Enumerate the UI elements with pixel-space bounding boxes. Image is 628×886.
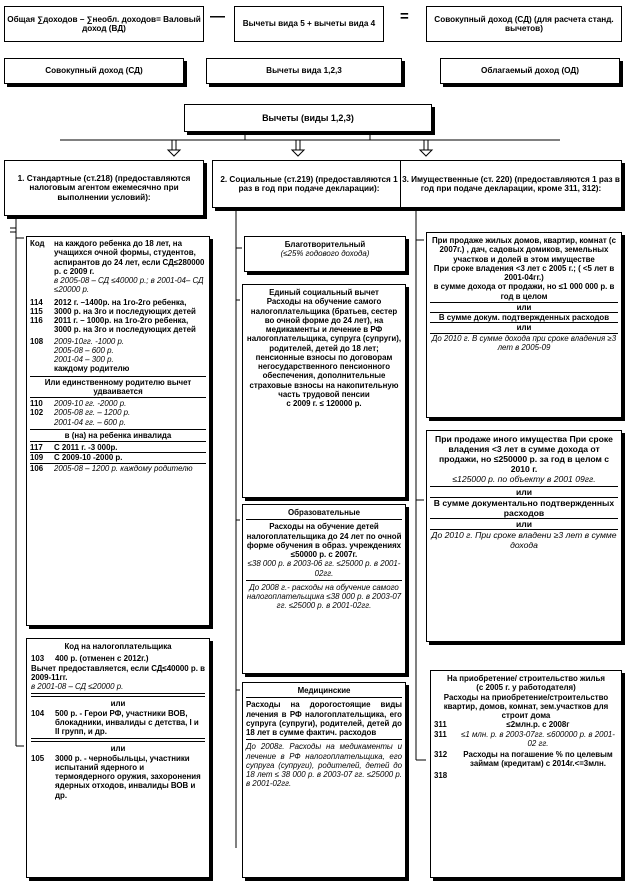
charity-panel bbox=[244, 236, 406, 272]
total-income-box bbox=[4, 6, 204, 42]
deductions-5-4-box bbox=[234, 6, 384, 42]
code-311-text: ≤2млн.р. с 2008г bbox=[506, 720, 570, 730]
code-106-row bbox=[30, 463, 206, 473]
code-312: 312 bbox=[434, 750, 448, 759]
code-114-text: 2012 г. –1400р. на 1го-2го ребенка, 3000 р. на 3го и последующих детей bbox=[54, 297, 196, 316]
medical-panel bbox=[242, 682, 406, 878]
code-311: 311 bbox=[434, 720, 447, 730]
code-105: 105 bbox=[31, 753, 45, 763]
or-label-1: или bbox=[430, 302, 618, 312]
code-318-row bbox=[434, 771, 618, 780]
social-deductions-header bbox=[212, 160, 406, 208]
other-property-before-2010: До 2010 г. При сроке владени ≥3 лет в сумме дохода bbox=[431, 530, 617, 551]
code-header: Код bbox=[30, 239, 45, 248]
housing-purchase-title: На приобретение/ строительство жилья bbox=[447, 674, 605, 683]
code-103: 103 bbox=[31, 654, 45, 664]
code-311b-text: ≤1 млн. р. в 2003-07гг. ≤600000 р. в 2001-02 гг. bbox=[461, 729, 615, 748]
code-102-line1: 2005-08 гг. – 1200 р. bbox=[54, 408, 131, 418]
or-label-1: или bbox=[430, 486, 618, 497]
code-117-text: С 2011 г. -3 000р. bbox=[54, 443, 118, 452]
total-income-text: Общая ∑доходов – ∑необл. доходов= Валовый доход (ВД) bbox=[7, 14, 201, 33]
sd-box bbox=[4, 58, 184, 84]
charity-title: Благотворительный bbox=[284, 240, 366, 249]
code-108-text bbox=[54, 337, 129, 374]
code-103-italic: в 2001-08 – СД ≤20000 р. bbox=[31, 682, 124, 691]
code-108-line4: каждому родителю bbox=[54, 364, 130, 374]
medical-title: Медицинские bbox=[297, 686, 351, 695]
code-311-row bbox=[434, 720, 618, 729]
other-property-expenses: В сумме документально подтвержденных расходов bbox=[430, 497, 618, 518]
separator bbox=[31, 693, 205, 697]
standard-deductions-header bbox=[4, 160, 204, 216]
minus-sign: — bbox=[210, 8, 225, 25]
code-115: 115 bbox=[30, 306, 43, 316]
housing-sale-title: При продаже жилых домов, квартир, комнат (с 2007г.) , дач, садовых домиков, земельных участков и долей в этом имуществе bbox=[432, 236, 616, 264]
code-114-116-text bbox=[54, 298, 206, 335]
deductions-5-4-text: Вычеты вида 5 + вычеты вида 4 bbox=[242, 19, 376, 29]
separator bbox=[246, 697, 402, 698]
code-109: 109 bbox=[30, 453, 44, 463]
property-deductions-header bbox=[400, 160, 622, 208]
code-105-row bbox=[31, 754, 205, 800]
code-114-116-row bbox=[30, 298, 206, 335]
housing-sale-expenses: В сумме докум. подтвержденных расходов bbox=[430, 312, 618, 322]
code-109-row bbox=[30, 452, 206, 462]
code-108-row bbox=[30, 337, 206, 374]
education-italic-1: ≤38 000 р. в 2003-06 гг. ≤25000 р. в 2001-02гг. bbox=[247, 559, 401, 578]
total-income-sd-text: Совокупный доход (СД) (для расчета станд. вычетов) bbox=[434, 14, 614, 33]
code-110-text: 2009-10 гг. -2000 р. bbox=[54, 399, 127, 408]
or-label-2: или bbox=[430, 322, 618, 332]
housing-sale-panel bbox=[426, 232, 622, 418]
code-102: 102 bbox=[30, 408, 44, 418]
code-117: 117 bbox=[30, 443, 43, 452]
code-105-text: 3000 р. - чернобыльцы, участники испытаний ядерного и термоядерного оружия, захоронения ядерных отходов, инвалиды ВОВ и др. bbox=[55, 753, 201, 800]
property-deductions-text: 3. Имущественные (ст. 220) (предоставляются 1 раз в год при подаче декларации, кроме 311, 312): bbox=[402, 174, 620, 193]
sole-parent-note: Или единственному родителю вычет удваивается bbox=[30, 376, 206, 398]
other-property-panel bbox=[426, 430, 622, 642]
child-header-text bbox=[54, 239, 206, 295]
education-italic-2: До 2008 г.- расходы на обучение самого налогоплательщика ≤38 000 р. в 2003-07 гг. ≤25000 р. в 2001-02гг. bbox=[246, 582, 402, 611]
medical-italic: До 2008г. Расходы на медикаменты и лечение в РФ налогоплательщика, его супруга (супруги), родителей, детей до 18 лет ≤ 38 000 р. в 2003-07 гг. ≤25000 р. в 2001-02гг. bbox=[246, 742, 402, 789]
unified-limit: с 2009 г. ≤ 120000 р. bbox=[286, 399, 362, 408]
codes-114-116 bbox=[30, 298, 54, 335]
code-108-line3: 2001-04 – 300 р. bbox=[54, 355, 114, 364]
child-deductions-panel bbox=[26, 236, 210, 626]
separator bbox=[31, 738, 205, 742]
code-106: 106 bbox=[30, 463, 44, 473]
code-108-line2: 2005-08 – 600 р. bbox=[54, 345, 114, 355]
child-header-italic: в 2005-08 – СД ≤40000 р.; в 2001-04– СД ≤20000 р. bbox=[54, 276, 204, 295]
or-label-1: или bbox=[110, 699, 126, 709]
deductions-123-box bbox=[206, 58, 402, 84]
medical-text: Расходы на дорогостоящие виды лечения в РФ налогоплательщика, его супруга (супруги), родителей, детей до 18 лет в сумме фактич. расходов bbox=[246, 700, 402, 737]
equals-sign: = bbox=[400, 8, 409, 25]
housing-sale-term: При сроке владения <3 лет с 2005 г.; ( <5 лет в 2001-04гг.) bbox=[433, 263, 615, 282]
code-311b: 311 bbox=[434, 729, 447, 739]
code-312-row bbox=[434, 750, 618, 769]
unified-social-panel bbox=[242, 284, 406, 498]
code-110: 110 bbox=[30, 399, 43, 408]
code-103-text: 400 р. (отменен с 2012г.) bbox=[55, 654, 149, 664]
housing-purchase-text: Расходы на приобретение/строительство квартир, домов, комнат, зем.участков для строит дома bbox=[443, 692, 609, 720]
education-title: Образовательные bbox=[287, 508, 360, 517]
code-103-row bbox=[31, 654, 205, 663]
other-property-italic: ≤125000 р. по объекту в 2001 09гг. bbox=[452, 474, 596, 485]
code-108: 108 bbox=[30, 336, 44, 346]
other-property-title: При продаже иного имущества При сроке владения <3 лет в сумме дохода от продажи, но ≤250000 р. за год в целом с 2010 г. bbox=[435, 434, 613, 475]
charity-limit: (≤25% годового дохода) bbox=[280, 249, 370, 259]
education-text: Расходы на обучение детей налогоплательщика до 24 лет по очной форме обучения в образ. учреждениях ≤50000 р. с 2007г. bbox=[246, 522, 402, 559]
or-label-2: или bbox=[110, 744, 126, 754]
separator bbox=[246, 739, 402, 740]
code-104-row bbox=[31, 709, 205, 737]
code-109-text: С 2009-10 -2000 р. bbox=[54, 453, 123, 463]
deductions-123-text: Вычеты вида 1,2,3 bbox=[266, 66, 342, 76]
code-318: 318 bbox=[434, 770, 448, 780]
code-102-text bbox=[54, 408, 130, 427]
total-income-sd-box bbox=[426, 6, 622, 42]
code-114: 114 bbox=[30, 297, 43, 307]
housing-purchase-subtitle: (с 2005 г. у работодателя) bbox=[476, 683, 576, 693]
code-116-text: 2011 г. – 1000р. на 1го-2го ребенка, 3000 р. на 3го и последующих детей bbox=[54, 316, 196, 335]
separator bbox=[246, 580, 402, 581]
code-117-row bbox=[30, 441, 206, 452]
separator bbox=[246, 519, 402, 520]
taxpayer-header: Код на налогоплательщика bbox=[64, 642, 172, 651]
standard-deductions-text: 1. Стандартные (ст.218) (предоставляются налоговым агентом ежемесячно при выполнении условий): bbox=[17, 173, 191, 202]
or-label-2: или bbox=[430, 518, 618, 529]
main-deductions-text: Вычеты (виды 1,2,3) bbox=[262, 112, 354, 123]
housing-sale-before-2010: До 2010 г. В сумме дохода при сроке владения ≥3 лет в 2005-09 bbox=[431, 333, 617, 352]
taxpayer-deductions-panel bbox=[26, 638, 210, 878]
unified-title: Единый социальный вычет bbox=[269, 288, 379, 297]
code-110-row bbox=[30, 397, 206, 408]
child-header-main: на каждого ребенка до 18 лет, на учащихся очной формы, студентов, аспирантов до 24 лет, если СД≤280000 р. с 2009 г. bbox=[54, 239, 205, 276]
child-header-row bbox=[30, 239, 206, 295]
education-panel bbox=[242, 504, 406, 674]
code-312-text: Расходы на погашение % по целевым займам (кредитам) с 2014г.<=3млн. bbox=[463, 750, 613, 769]
code-108-line1: 2009-10гг. -1000 р. bbox=[54, 336, 125, 346]
disabled-child-note: в (на) на ребенка инвалида bbox=[30, 429, 206, 441]
unified-text: Расходы на обучение самого налогоплательщика (братьев, сестер во очной форме до 24 лет), на медикаменты и лечение в РФ налогоплательщика, супруга (супруги), родителей, детей до 18 лет; пенсионные взносы по договорам негосударственного пенсионного обеспечения, дополнительные страховые взносы на накопительную часть трудовой пенсии bbox=[246, 297, 402, 399]
code-104-text: 500 р. - Герои РФ, участники ВОВ, блокадники, инвалиды с детства, I и II групп, и др. bbox=[55, 708, 199, 736]
taxable-income-text: Облагаемый доход (ОД) bbox=[481, 66, 579, 76]
code-106-text: 2005-08 – 1200 р. каждому родителю bbox=[54, 463, 193, 473]
code-103-condition: Вычет предоставляется, если СД≤40000 р. в 2009-11гг. bbox=[31, 663, 205, 682]
code-104: 104 bbox=[31, 708, 45, 718]
code-116: 116 bbox=[30, 316, 43, 325]
main-deductions-box bbox=[184, 104, 432, 132]
housing-purchase-panel bbox=[430, 670, 622, 878]
housing-sale-amount: в сумме дохода от продажи, но ≤1 000 000 р. в год в целом bbox=[433, 282, 615, 301]
sd-text: Совокупный доход (СД) bbox=[45, 66, 143, 76]
taxable-income-box bbox=[440, 58, 620, 84]
code-311b-row bbox=[434, 730, 618, 749]
code-102-line2: 2001-04 гг. – 600 р. bbox=[54, 417, 126, 427]
code-102-row bbox=[30, 408, 206, 427]
social-deductions-text: 2. Социальные (ст.219) (предоставляются 1 раз в год при подаче декларации): bbox=[220, 174, 398, 193]
